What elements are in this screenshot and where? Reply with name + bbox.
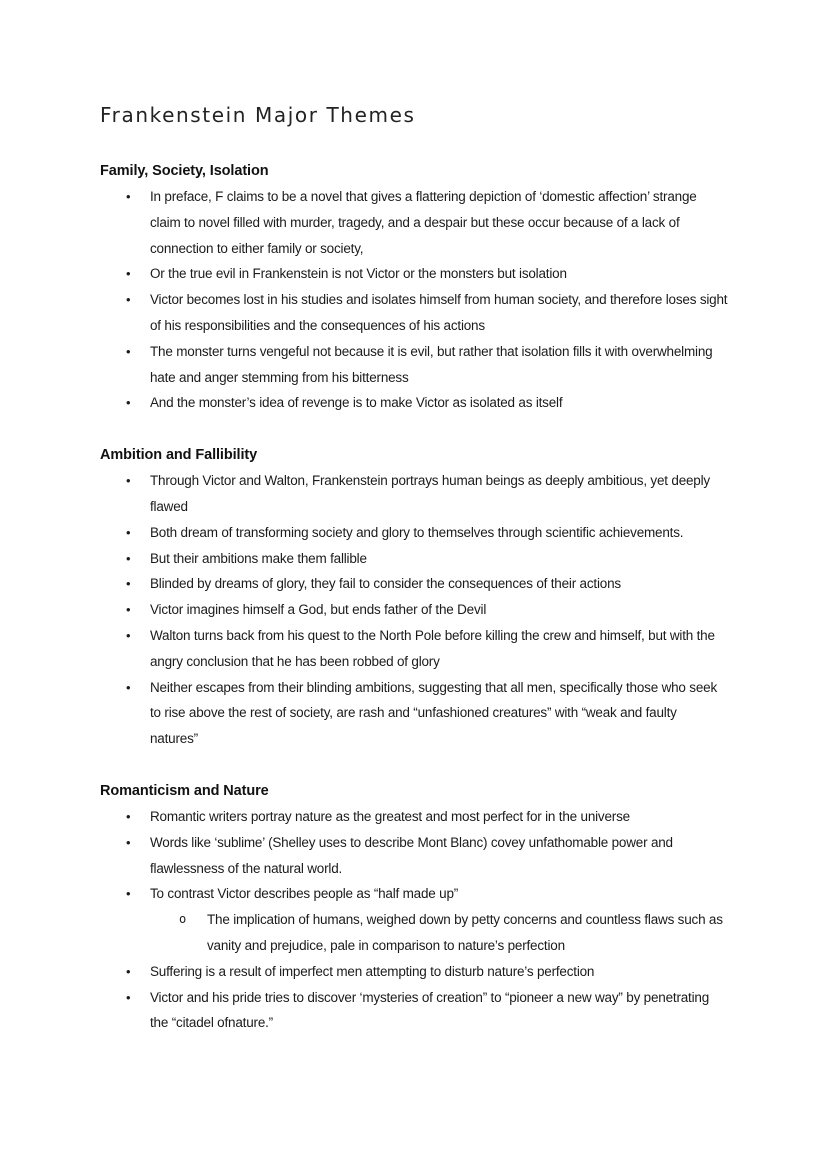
bullet-icon: • <box>126 473 131 489</box>
bullet-text: Suffering is a result of imperfect men attempting to disturb nature’s perfection <box>150 963 595 979</box>
section-heading: Ambition and Fallibility <box>100 447 258 464</box>
bullet-list <box>100 184 728 416</box>
bullet-text: Victor and his pride tries to discover ‘mysteries of creation” to “pioneer a new way” by penetrating the “citadel ofnature.” <box>150 989 710 1031</box>
bullet-text: Neither escapes from their blinding ambitions, suggesting that all men, specifically those who seek to rise above the rest of society, are rash and “unfashioned creatures” with “weak and faulty natures” <box>150 679 718 747</box>
bullet-text: In preface, F claims to be a novel that gives a flattering depiction of ‘domestic affection’ strange claim to novel filled with murder, tragedy, and a despair but these occur because of a lack of connection to either family or society, <box>150 189 697 256</box>
bullet-text: The monster turns vengeful not because it is evil, but rather that isolation fills it with overwhelming hate and anger stemming from his bitterness <box>150 343 713 385</box>
bullet-icon: • <box>126 266 131 282</box>
section-family-society-isolation <box>100 158 728 416</box>
bullet-item <box>126 520 728 546</box>
bullet-icon: • <box>126 292 131 308</box>
bullet-icon: • <box>126 834 131 850</box>
bullet-item <box>126 339 728 391</box>
bullet-icon: • <box>126 524 131 540</box>
bullet-list <box>100 468 728 752</box>
bullet-item <box>126 959 728 985</box>
bullet-text: To contrast Victor describes people as “half made up” <box>150 886 459 902</box>
document-title: Frankenstein Major Themes <box>100 103 416 127</box>
section-romanticism-and-nature <box>100 778 728 1036</box>
bullet-text: Blinded by dreams of glory, they fail to consider the consequences of their actions <box>150 576 621 592</box>
bullet-icon: • <box>126 550 131 566</box>
bullet-icon: • <box>126 886 131 902</box>
bullet-icon: • <box>126 963 131 979</box>
bullet-item <box>126 184 728 261</box>
section-heading: Family, Society, Isolation <box>100 163 269 179</box>
bullet-icon: • <box>126 343 131 359</box>
bullet-text: Both dream of transforming society and glory to themselves through scientific achievements. <box>150 524 684 540</box>
bullet-text: And the monster’s idea of revenge is to make Victor as isolated as itself <box>150 395 563 411</box>
bullet-item <box>126 597 728 623</box>
circle-bullet-icon: o <box>179 912 187 927</box>
bullet-item <box>126 985 728 1037</box>
bullet-icon: • <box>126 989 131 1005</box>
bullet-text: But their ambitions make them fallible <box>150 550 367 566</box>
bullet-icon: • <box>126 576 131 592</box>
bullet-item <box>126 287 728 339</box>
section-heading: Romanticism and Nature <box>100 782 269 799</box>
bullet-item <box>126 675 728 752</box>
bullet-text: Romantic writers portray nature as the greatest and most perfect for in the universe <box>150 808 630 824</box>
bullet-item <box>126 546 728 572</box>
bullet-icon: • <box>126 395 131 411</box>
bullet-item <box>126 804 728 830</box>
bullet-text: Or the true evil in Frankenstein is not Victor or the monsters but isolation <box>150 266 567 282</box>
bullet-icon: • <box>126 679 131 695</box>
bullet-item <box>126 261 728 287</box>
sub-bullet-item <box>126 907 728 959</box>
bullet-icon: • <box>126 627 131 643</box>
bullet-item <box>126 571 728 597</box>
bullet-item <box>126 881 728 907</box>
bullet-item <box>126 468 728 520</box>
bullet-text: Victor becomes lost in his studies and isolates himself from human society, and therefore loses sight of his responsibilities and the consequences of his actions <box>150 292 728 333</box>
bullet-text: Walton turns back from his quest to the North Pole before killing the crew and himself, but with the angry conclusion that he has been robbed of glory <box>150 627 715 669</box>
bullet-item <box>126 830 728 882</box>
bullet-icon: • <box>126 602 131 618</box>
bullet-item <box>126 623 728 675</box>
bullet-text: Words like ‘sublime’ (Shelley uses to describe Mont Blanc) covey unfathomable power and flawlessness of the natural world. <box>150 834 673 876</box>
bullet-text: The implication of humans, weighed down by petty concerns and countless flaws such as vanity and prejudice, pale in comparison to nature’s perfection <box>207 912 723 953</box>
bullet-text: Through Victor and Walton, Frankenstein portrays human beings as deeply ambitious, yet deeply flawed <box>150 473 710 514</box>
bullet-list <box>100 804 728 1036</box>
bullet-icon: • <box>126 189 131 204</box>
bullet-item <box>126 390 728 416</box>
bullet-text: Victor imagines himself a God, but ends father of the Devil <box>150 602 487 618</box>
bullet-icon: • <box>126 808 131 824</box>
section-ambition-and-fallibility <box>100 442 728 752</box>
